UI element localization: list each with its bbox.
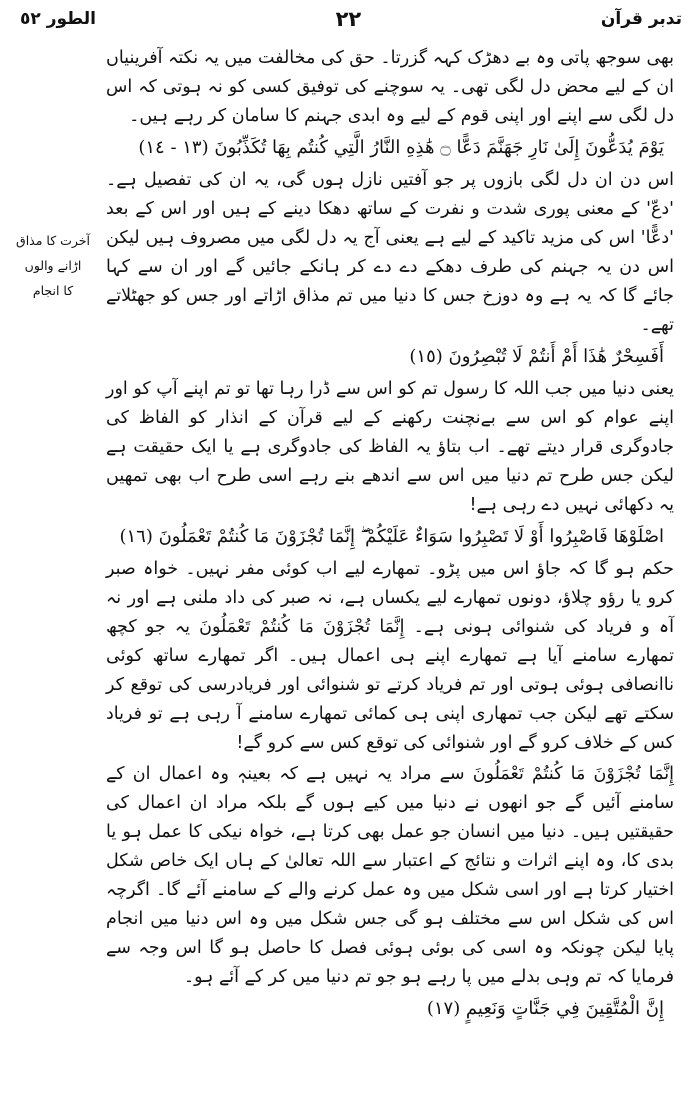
book-title: تدبر قرآن bbox=[600, 9, 682, 29]
commentary-paragraph: یعنی دنیا میں جب اللہ کا رسول تم کو اس سے ڈرا رہا تھا تو تم اپنے آپ کو اور اپنے عوام کو اس سے بےنچنت رکھنے کے لیے قرآن کے انذار کو الفاظ کی جادوگری قرار دیتے تھے۔ اب بتاؤ یہ الفاظ کی جادوگری ہے یا ایک حقیقت ہے لیکن جس طرح تم دنیا میں اس سے اندھے بنے رہے اسی طرح اب بھی تمھیں یہ دکھائی نہیں دے رہی ہے! bbox=[106, 379, 674, 515]
margin-note-line: کا انجام bbox=[32, 283, 74, 298]
commentary-paragraph: حکم ہو گا کہ جاؤ اس میں پڑو۔ تمھارے لیے اب کوئی مفر نہیں۔ خواہ صبر کرو یا رؤو چلاؤ، دونوں تمھارے لیے یکساں ہے، نہ صبر کی داد ملنی ہے اور نہ آہ و فریاد کی شنوائی ہونی ہے۔ إِنَّمَا تُجْزَوْنَ مَا كُنتُمْ تَعْمَلُونَ یہ جو کچھ تمھارے سامنے آیا ہے تمھارے اپنے ہی اعمال ہیں۔ اگر تمھارے ساتھ کوئی ناانصافی ہوئی ہوتی اور تم فریاد کرتے تو شنوائی اور فریادرسی کی توقع کر سکتے تھے لیکن جب تمھاری اپنی ہی کمائی تمھارے سامنے آ رہی ہے تو فریاد کس کے خلاف کرو گے اور شنوائی کی توقع کس سے کرو گے! bbox=[106, 559, 674, 753]
commentary-paragraph: بھی سوجھ پاتی وہ بے دھڑک کہہ گزرتا۔ حق کی مخالفت میں یہ نکتہ آفرینیاں ان کے لیے محض دل لگی تھی۔ یہ سوچنے کی توفیق کسی کو نہ ہوتی کہ اس دل لگی سے اپنے اور اپنی قوم کے لیے وہ ابدی جہنم کا سامان کر رہے ہیں۔ bbox=[106, 48, 674, 126]
page-number: ٢٢ bbox=[335, 7, 362, 31]
quran-verse: يَوْمَ يُدَعُّونَ إِلَىٰ نَارِ جَهَنَّمَ دَعًّا ۝ هَٰذِهِ النَّارُ الَّتِي كُنتُم بِهَا تُكَذِّبُونَ (١٣ - ١٤) bbox=[138, 137, 664, 158]
margin-note bbox=[8, 228, 98, 303]
margin-note-line: آخرت کا مذاق bbox=[16, 233, 90, 248]
page-body bbox=[106, 44, 674, 1027]
page-header bbox=[20, 2, 682, 36]
quran-verse: إِنَّ الْمُتَّقِينَ فِي جَنَّاتٍ وَنَعِيمٍ (١٧) bbox=[426, 998, 664, 1019]
surah-name: الطور ٥٢ bbox=[20, 9, 96, 29]
commentary-paragraph: إِنَّمَا تُجْزَوْنَ مَا كُنتُمْ تَعْمَلُونَ سے مراد یہ نہیں ہے کہ بعینہٖ وہ اعمال ان کے سامنے آئیں گے جو انھوں نے دنیا میں کیے ہوں گے بلکہ مراد ان اعمال کی حقیقتیں ہیں۔ دنیا میں انسان جو عمل بھی کرتا ہے، خواہ نیکی کا عمل ہو یا بدی کا، وہ اپنے اثرات و نتائج کے اعتبار سے اللہ تعالیٰ کے ہاں ایک خاص شکل اختیار کرتا ہے اور اسی شکل میں وہ عمل کرنے والے کے سامنے آئے گا۔ اگرچہ اس کی شکل اس سے مختلف ہو گی جس شکل میں وہ اس دنیا میں انجام پایا لیکن چونکہ وہ اسی کی بوئی ہوئی فصل کا حاصل ہو گا اس وجہ سے فرمایا کہ تم وہی بدلے میں پا رہے ہو جو تم دنیا میں کر کے آئے ہو۔ bbox=[106, 764, 674, 987]
quran-verse: اصْلَوْهَا فَاصْبِرُوا أَوْ لَا تَصْبِرُوا سَوَاءٌ عَلَيْكُمْ ۖ إِنَّمَا تُجْزَوْنَ مَا كُنتُمْ تَعْمَلُونَ (١٦) bbox=[119, 526, 664, 547]
quran-verse: أَفَسِحْرٌ هَٰذَا أَمْ أَنتُمْ لَا تُبْصِرُونَ (١٥) bbox=[409, 346, 664, 367]
margin-note-line: اڑانے والوں bbox=[24, 258, 82, 273]
commentary-paragraph: اس دن ان دل لگی بازوں پر جو آفتیں نازل ہوں گی، یہ ان کی تفصیل ہے۔ 'دعّ' کے معنی پوری شدت و نفرت کے ساتھ دھکا دینے کے ہیں اور اس کے بعد 'دعًّا' اس کی مزید تاکید کے لیے ہے یعنی آج یہ دل لگی میں مصروف ہیں لیکن اس دن یہ جہنم کی طرف دھکے دے دے کر ہانکے جائیں گے اور ان سے کہا جائے گا کہ یہ ہے وہ دوزخ جس کا دنیا میں تم مذاق اڑاتے اور جس کو جھٹلاتے تھے۔ bbox=[106, 170, 674, 335]
